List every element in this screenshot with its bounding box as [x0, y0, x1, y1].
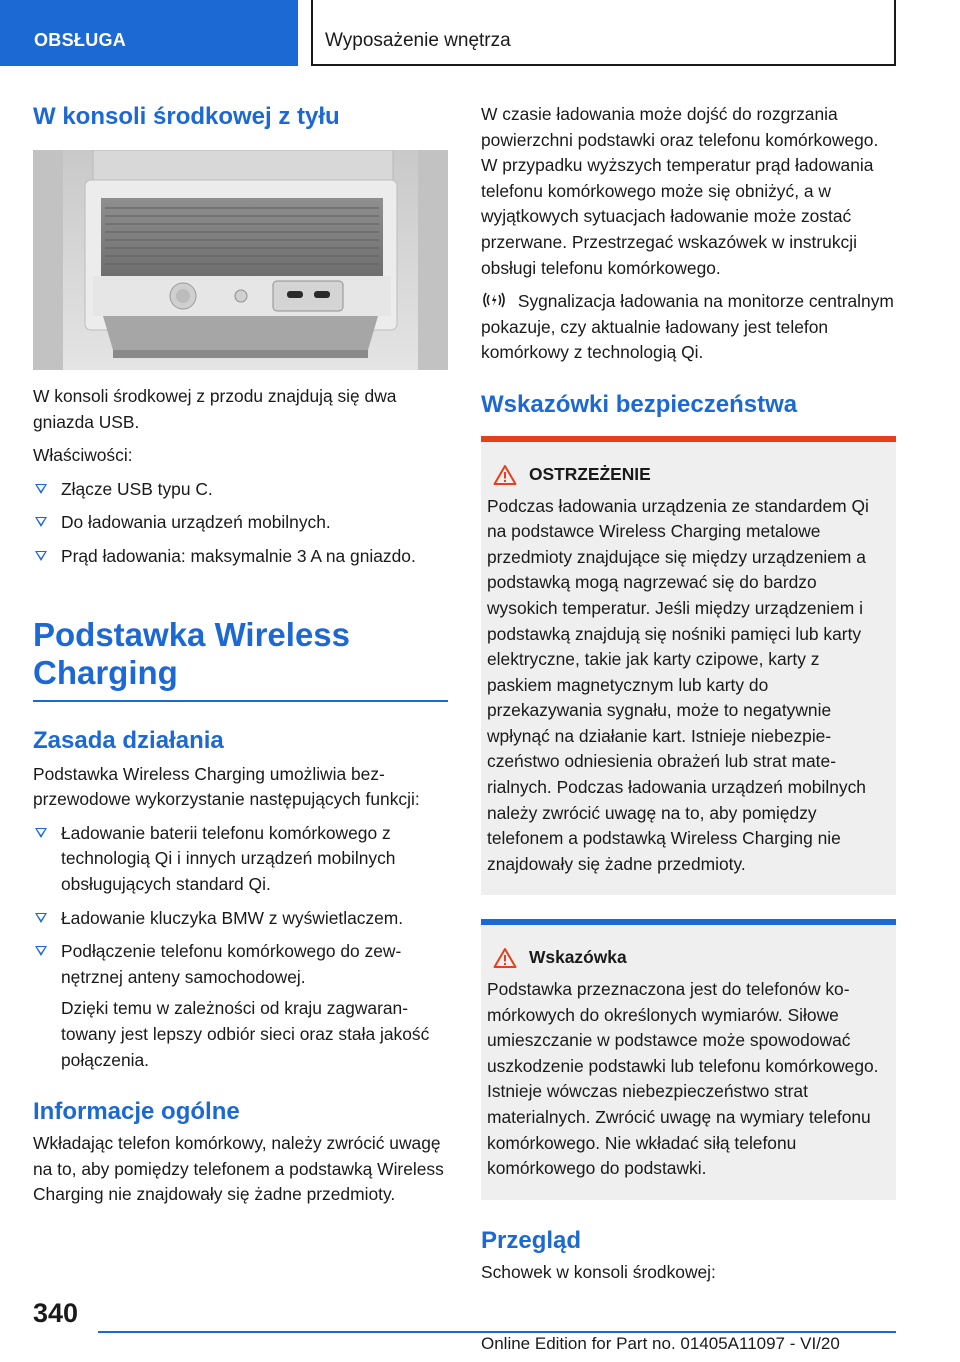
usb-console-illustration	[33, 150, 448, 370]
page-number: 340	[33, 1298, 79, 1328]
bullet-triangle-icon	[35, 828, 47, 838]
list-item-text: Ładowanie baterii telefonu komórkowego z technologią Qi i innych urządzeń mobilnych obsługujących standard Qi.	[61, 822, 396, 894]
chapter-title: Wyposażenie wnętrza	[311, 0, 896, 66]
list-item	[33, 477, 448, 503]
list-item	[33, 906, 448, 932]
notice-triangle-icon	[493, 947, 517, 969]
list-item-text: Ładowanie kluczyka BMW z wyświetlaczem.	[61, 907, 404, 928]
heading-general-info: Informacje ogólne	[33, 1098, 240, 1126]
notice-title: Wskazówka	[529, 947, 627, 968]
rear-console-photo	[33, 150, 448, 370]
bullet-triangle-icon	[35, 517, 47, 527]
bullet-triangle-icon	[35, 551, 47, 561]
bullet-triangle-icon	[35, 913, 47, 923]
warning-box	[481, 436, 896, 896]
list-item	[33, 510, 448, 536]
notice-text: Podstawka przeznaczona jest do telefonów komórkowych do określonych wymiarów. Siłowe umieszczanie w podstawce może spowodować uszkodzenie podstawki lub telefonu komórkowego. Istnieje wówczas niebezpieczeństwo strat materialnych. Zwrócić uwagę na wymiary telefonu komórkowego. Nie wkładać siłą telefonu komórkowego do podstawki.	[487, 979, 879, 1179]
reception-paragraph: Dzięki temu w zależności od kraju zagwarantowany jest lepszy odbiór sieci oraz stała jakość połączenia.	[61, 998, 430, 1070]
list-item-text: Prąd ładowania: maksymalnie 3 A na gniazdo.	[61, 545, 416, 566]
list-item	[33, 821, 448, 898]
warning-title-row	[487, 462, 888, 488]
principle-list	[33, 821, 448, 991]
list-item-text: Złącze USB typu C.	[61, 478, 213, 499]
list-item-text: Do ładowania urządzeń mobilnych.	[61, 512, 331, 533]
list-item	[33, 544, 448, 570]
principle-paragraph: Podstawka Wireless Charging umożliwia bezprzewodowe wykorzystanie następujących funkcji:	[33, 763, 420, 810]
bullet-triangle-icon	[35, 484, 47, 494]
heat-paragraph: W czasie ładowania może dojść do rozgrzania powierzchni podstawki oraz telefonu komórkowego. W przypadku wyższych temperatur prąd ładowania telefonu komórkowego może się obniżyć, a w wyjątkowych sytuacjach ładowanie może zostać przerwane. Przestrzegać wskazówek w instrukcji obsługi telefonu komórkowego.	[481, 104, 879, 278]
notice-topbar	[481, 919, 896, 925]
properties-label: Właściwości:	[33, 445, 133, 466]
left-column	[33, 102, 448, 1208]
usb-properties-list	[33, 477, 448, 570]
overview-paragraph: Schowek w konsoli środkowej:	[481, 1261, 716, 1282]
notice-title-row	[487, 945, 888, 971]
list-item-text: Podłączenie telefonu komórkowego do zewnętrznej anteny samochodowej.	[61, 941, 402, 987]
general-info-paragraph: Wkładając telefon komórkowy, należy zwrócić uwagę na to, aby pomiędzy telefonem a podstawką Wireless Charging nie znajdowały się żadne przedmioty.	[33, 1133, 444, 1205]
warning-title: OSTRZEŻENIE	[529, 463, 651, 484]
signal-paragraph	[481, 289, 896, 366]
edition-text: Online Edition for Part no. 01405A11097 - VI/20	[481, 1334, 840, 1353]
charging-signal-icon	[481, 291, 507, 309]
section-tab: OBSŁUGA	[0, 0, 298, 66]
usb-intro-paragraph: W konsoli środkowej z przodu znajdują się dwa gniazda USB.	[33, 386, 397, 432]
right-column	[481, 102, 896, 1285]
heading-safety: Wskazówki bezpieczeństwa	[481, 390, 798, 418]
list-item	[33, 939, 448, 990]
warning-triangle-icon	[493, 464, 517, 486]
warning-topbar	[481, 436, 896, 442]
signal-paragraph-text: Sygnalizacja ładowania na monitorze centralnym pokazuje, czy aktualnie ładowany jest telefon komórkowy z technologią Qi.	[481, 291, 894, 363]
heading-underline	[33, 700, 448, 702]
footer-rule	[98, 1331, 896, 1333]
heading-rear-console: W konsoli środkowej z tyłu	[33, 103, 340, 130]
warning-text: Podczas ładowania urządzenia ze standardem Qi na podstawce Wireless Charging metalowe przedmioty znajdujące się między urządzeniem a podstawką mogą nagrzewać się do bardzo wysokich temperatur. Jeśli między urządzeniem i podstawką znajdują się nośniki pamięci lub karty elektryczne, takie jak karty czipowe, karty z paskiem magnetycznym lub karty do przekazywania sygnału, może to negatywnie wpłynąć na działanie kart. Istnieje niebezpieczeństwo odniesienia obrażeń lub strat materialnych. Podczas ładowania urządzeń mobilnych należy zwrócić uwagę na to, aby pomiędzy telefonem a podstawką Wireless Charging nie znajdowały się żadne przedmioty.	[487, 495, 869, 874]
bullet-triangle-icon	[35, 946, 47, 956]
page-header	[0, 0, 960, 66]
notice-box	[481, 919, 896, 1199]
heading-overview: Przegląd	[481, 1226, 582, 1254]
heading-principle: Zasada działania	[33, 726, 224, 754]
heading-wireless-charging: Podstawka Wireless Charging	[33, 615, 351, 691]
